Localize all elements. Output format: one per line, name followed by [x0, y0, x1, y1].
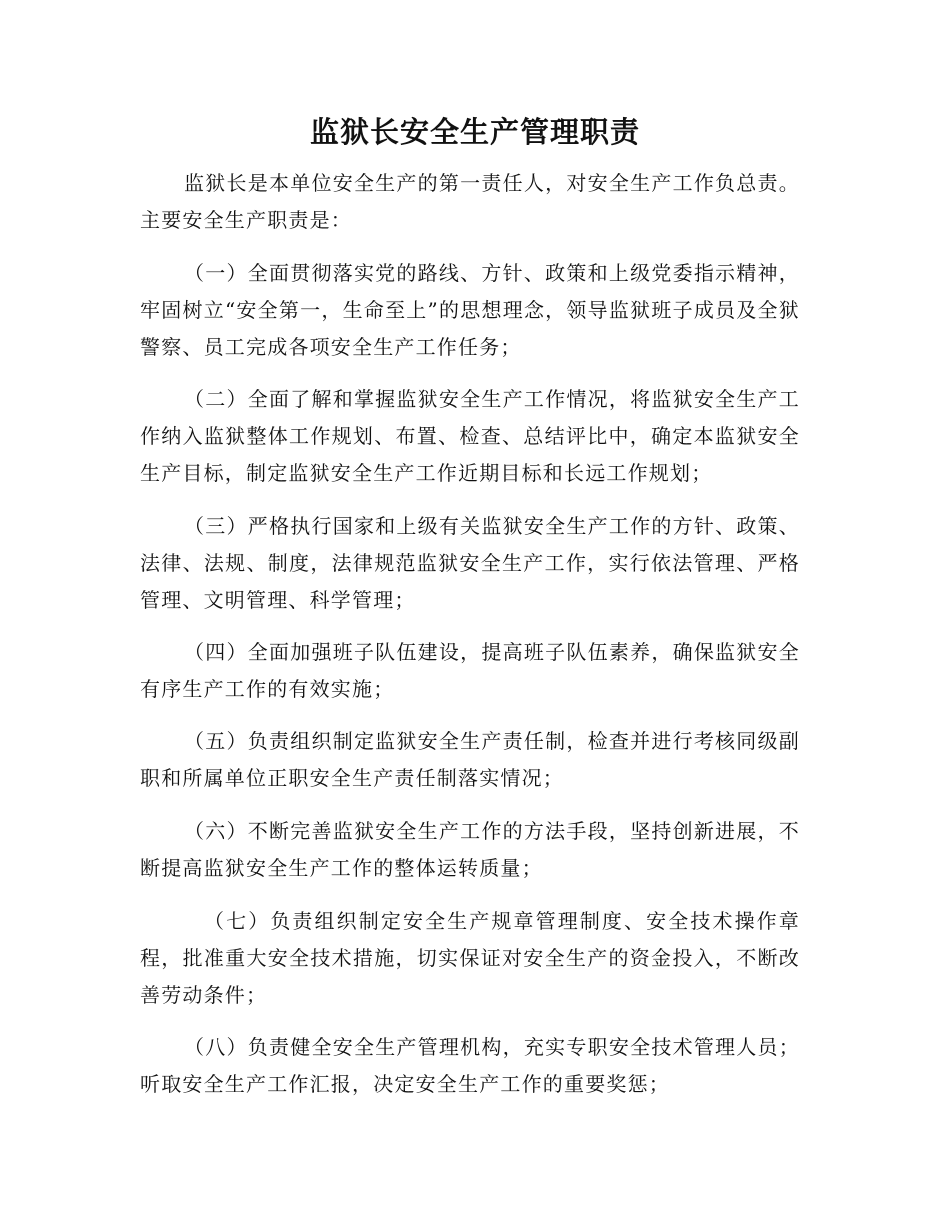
duty-item-7: （七）负责组织制定安全生产规章管理制度、安全技术操作章程，批准重大安全技术措施，切实保证对安全生产的资金投入，不断改善劳动条件； [140, 909, 800, 1007]
document-title: 监狱长安全生产管理职责 [309, 115, 640, 149]
duty-item-5: （五）负责组织制定监狱安全生产责任制，检查并进行考核同级副职和所属单位正职安全生产责任制落实情况； [140, 729, 800, 790]
duty-item-6: （六）不断完善监狱安全生产工作的方法手段，坚持创新进展，不断提高监狱安全生产工作的整体运转质量； [140, 819, 800, 880]
duty-item-1: （一）全面贯彻落实党的路线、方针、政策和上级党委指示精神，牢固树立“安全第一，生命至上”的思想理念，领导监狱班子成员及全狱警察、员工完成各项安全生产工作任务； [140, 261, 800, 359]
intro-paragraph: 监狱长是本单位安全生产的第一责任人，对安全生产工作负总责。主要安全生产职责是： [140, 171, 800, 232]
duty-item-2: （二）全面了解和掌握监狱安全生产工作情况，将监狱安全生产工作纳入监狱整体工作规划、布置、检查、总结评比中，确定本监狱安全生产目标，制定监狱安全生产工作近期目标和长远工作规划； [140, 387, 800, 485]
duty-item-3: （三）严格执行国家和上级有关监狱安全生产工作的方针、政策、法律、法规、制度，法律规范监狱安全生产工作，实行依法管理、严格管理、文明管理、科学管理； [140, 514, 800, 612]
duty-item-8: （八）负责健全安全生产管理机构，充实专职安全技术管理人员；听取安全生产工作汇报，决定安全生产工作的重要奖惩； [140, 1035, 800, 1096]
duty-item-4: （四）全面加强班子队伍建设，提高班子队伍素养，确保监狱安全有序生产工作的有效实施； [140, 640, 800, 701]
